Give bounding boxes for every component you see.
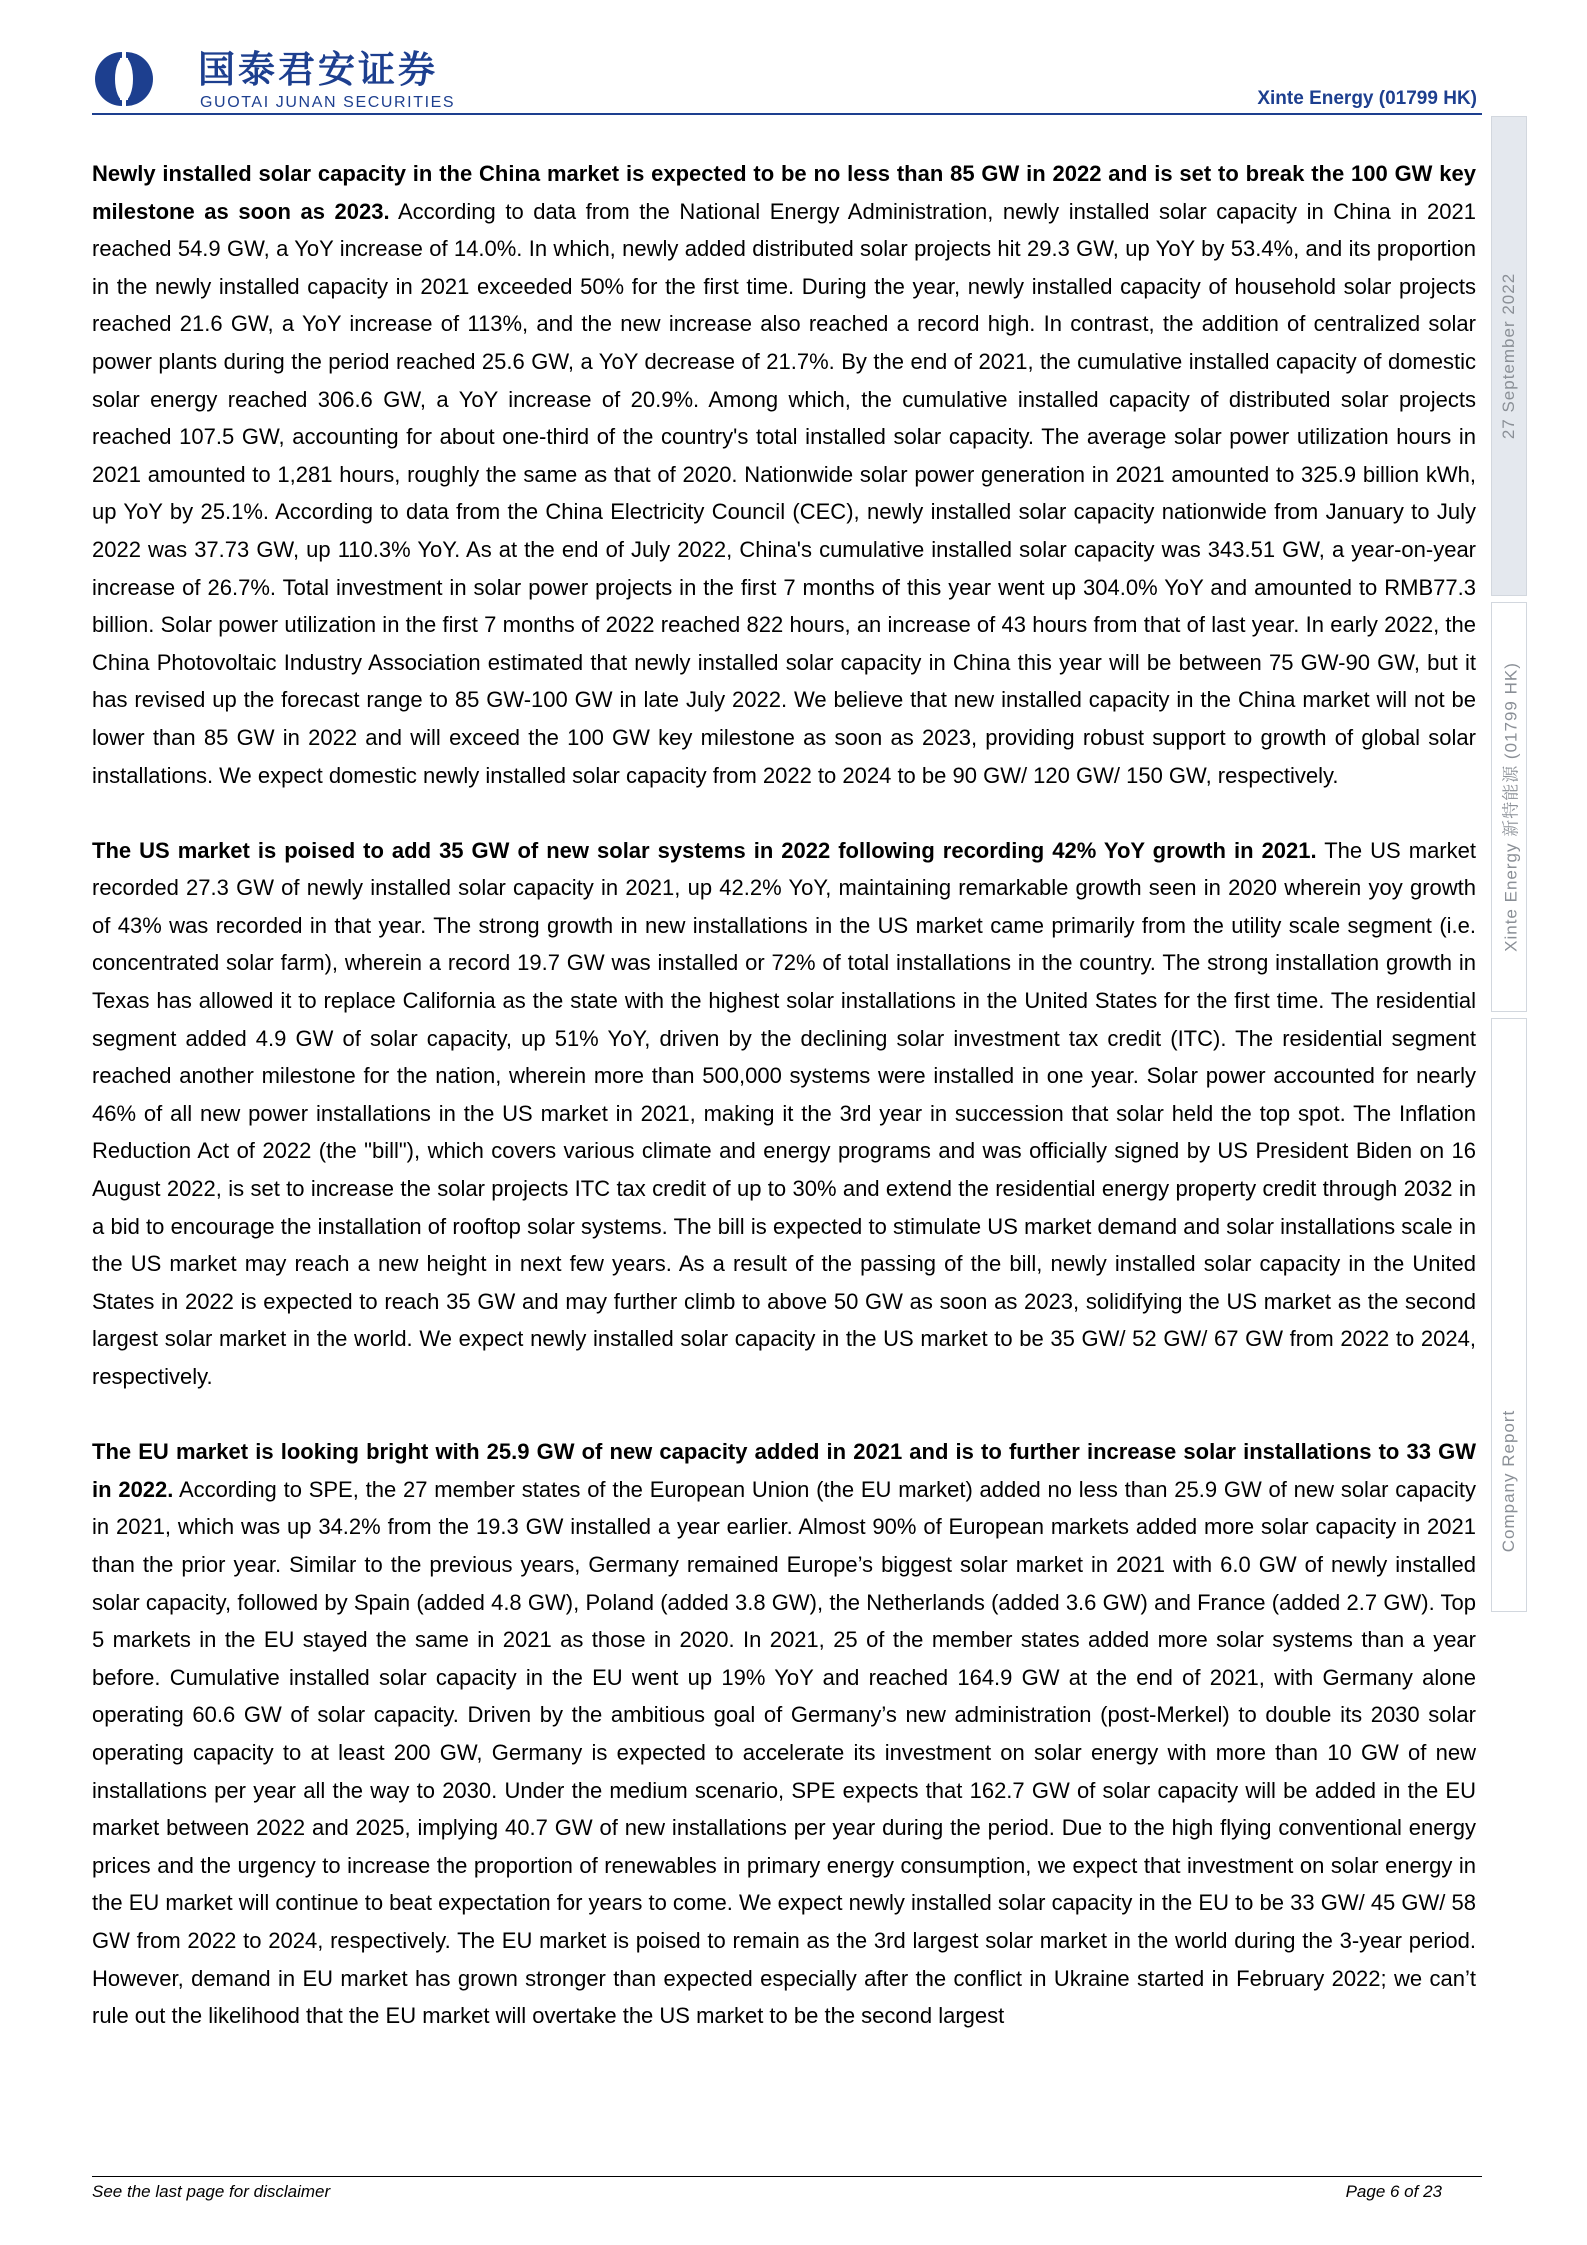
paragraph-eu-market — [92, 1433, 1476, 2035]
paragraph-china-market — [92, 155, 1476, 794]
sidebar-date-box — [1491, 116, 1527, 596]
page-header — [0, 0, 1587, 115]
stock-label: Xinte Energy 新特能源 (01799 HK) — [1501, 662, 1521, 952]
header-divider — [92, 113, 1482, 115]
footer-disclaimer: See the last page for disclaimer — [92, 2182, 331, 2201]
brand-name-chinese: 国泰君安证券 — [198, 49, 438, 90]
paragraph-text: According to data from the National Energy Administration, newly installed solar capacity in China in 2021 reached 54.9 GW, a YoY increase of 14.0%. In which, newly added distributed solar projects hit 29.3 GW, up YoY by 53.4%, and its proportion in the newly installed capacity in 2021 exceeded 50% for the first time. During the year, newly installed capacity of household solar projects reached 21.6 GW, a YoY increase of 113%, and the new increase also reached a record high. In contrast, the addition of centralized solar power plants during the period reached 25.6 GW, a YoY decrease of 21.7%. By the end of 2021, the cumulative installed capacity of domestic solar energy reached 306.6 GW, a YoY increase of 20.9%. Among which, the cumulative installed capacity of distributed solar projects reached 107.5 GW, accounting for about one-third of the country's total installed solar capacity. The average solar power utilization hours in 2021 amounted to 1,281 hours, roughly the same as that of 2020. Nationwide solar power generation in 2021 amounted to 325.9 billion kWh, up YoY by 25.1%. According to data from the China Electricity Council (CEC), newly installed solar capacity nationwide from January to July 2022 was 37.73 GW, up 110.3% YoY. As at the end of July 2022, China's cumulative installed solar capacity was 343.51 GW, a year-on-year increase of 26.7%. Total investment in solar power projects in the first 7 months of this year went up 304.0% YoY and amounted to RMB77.3 billion. Solar power utilization in the first 7 months of 2022 reached 822 hours, an increase of 43 hours from that of last year. In early 2022, the China Photovoltaic Industry Association estimated that newly installed solar capacity in China this year will be between 75 GW-90 GW, but it has revised up the forecast range to 85 GW-100 GW in late July 2022. We believe that new installed capacity in the China market will not be lower than 85 GW in 2022 and will exceed the 100 GW key milestone as soon as 2023, providing robust support to growth of global solar installations. We expect domestic newly installed solar capacity from 2022 to 2024 to be 90 GW/ 120 GW/ 150 GW, respectively. — [92, 198, 1476, 788]
paragraph-us-market — [92, 832, 1476, 1396]
report-type-label: Company Report — [1499, 1409, 1518, 1553]
sidebar-report-type-box — [1491, 1018, 1527, 1612]
guotai-junan-logo-icon — [92, 48, 187, 110]
paragraph-lead: Newly installed solar capacity in the China market is expected to be no less than 85 GW in 2022 and is set to break the 100 GW key milestone as soon as 2023. — [92, 161, 1476, 224]
paragraph-text: The US market recorded 27.3 GW of newly installed solar capacity in 2021, up 42.2% YoY, maintaining remarkable growth seen in 2020 wherein yoy growth of 43% was recorded in that year. The strong growth in new installations in the US market came primarily from the utility scale segment (i.e. concentrated solar farm), wherein a record 19.7 GW was installed or 72% of total installations in the country. The strong installation growth in Texas has allowed it to replace California as the state with the highest solar installations in the United States for the first time. The residential segment added 4.9 GW of solar capacity, up 51% YoY, driven by the declining solar investment tax credit (ITC). The residential segment reached another milestone for the nation, wherein more than 500,000 systems were installed in one year. Solar power accounted for nearly 46% of all new power installations in the US market in 2021, making it the 3rd year in succession that solar held the top spot. The Inflation Reduction Act of 2022 (the "bill"), which covers various climate and energy programs and was officially signed by US President Biden on 16 August 2022, is set to increase the solar projects ITC tax credit of up to 30% and extend the residential energy property credit through 2032 in a bid to encourage the installation of rooftop solar systems. The bill is expected to stimulate US market demand and solar installations scale in the US market may reach a new height in next few years. As a result of the passing of the bill, newly installed solar capacity in the United States in 2022 is expected to reach 35 GW and may further climb to above 50 GW as soon as 2023, solidifying the US market as the second largest solar market in the world. We expect newly installed solar capacity in the US market to be 35 GW/ 52 GW/ 67 GW from 2022 to 2024, respectively. — [92, 837, 1476, 1389]
sidebar-stock-box — [1491, 602, 1527, 1012]
paragraph-lead: The EU market is looking bright with 25.9 GW of new capacity added in 2021 and is to further increase solar installations to 33 GW in 2022. — [92, 1439, 1476, 1502]
paragraph-lead: The US market is poised to add 35 GW of new solar systems in 2022 following recording 42% YoY growth in 2021. — [92, 837, 1317, 863]
brand-name-english: GUOTAI JUNAN SECURITIES — [200, 94, 456, 111]
page-number: Page 6 of 23 — [1345, 2182, 1442, 2201]
paragraph-text: According to SPE, the 27 member states of the European Union (the EU market) added no less than 25.9 GW of new solar capacity in 2021, which was up 34.2% from the 19.3 GW installed a year earlier. Almost 90% of European markets added more solar capacity in 2021 than the prior year. Similar to the previous years, Germany remained Europe’s biggest solar market in 2021 with 6.0 GW of newly installed solar capacity, followed by Spain (added 4.8 GW), Poland (added 3.8 GW), the Netherlands (added 3.6 GW) and France (added 2.7 GW). Top 5 markets in the EU stayed the same in 2021 as those in 2020. In 2021, 25 of the member states added more solar systems than a year before. Cumulative installed solar capacity in the EU went up 19% YoY and reached 164.9 GW at the end of 2021, with Germany alone operating 60.6 GW of solar capacity. Driven by the ambitious goal of Germany’s new administration (post-Merkel) to double its 2030 solar operating capacity to at least 200 GW, Germany is expected to accelerate its investment on solar energy with more than 10 GW of new installations per year all the way to 2030. Under the medium scenario, SPE expects that 162.7 GW of solar capacity will be added in the EU market between 2022 and 2025, implying 40.7 GW of new installations per year during the period. Due to the high flying conventional energy prices and the urgency to increase the proportion of renewables in primary energy consumption, we expect that investment on solar energy in the EU market will continue to beat expectation for years to come. We expect newly installed solar capacity in the EU to be 33 GW/ 45 GW/ 58 GW from 2022 to 2024, respectively. The EU market is poised to remain as the 3rd largest solar market in the world during the 3-year period. However, demand in EU market has grown stronger than expected especially after the conflict in Ukraine started in February 2022; we can’t rule out the likelihood that the EU market will overtake the US market to be the second largest — [92, 1476, 1476, 2029]
company-ticker-title: Xinte Energy (01799 HK) — [1257, 88, 1477, 109]
footer-divider — [92, 2176, 1482, 2177]
report-date: 27 September 2022 — [1499, 272, 1518, 440]
report-body — [92, 155, 1476, 2072]
